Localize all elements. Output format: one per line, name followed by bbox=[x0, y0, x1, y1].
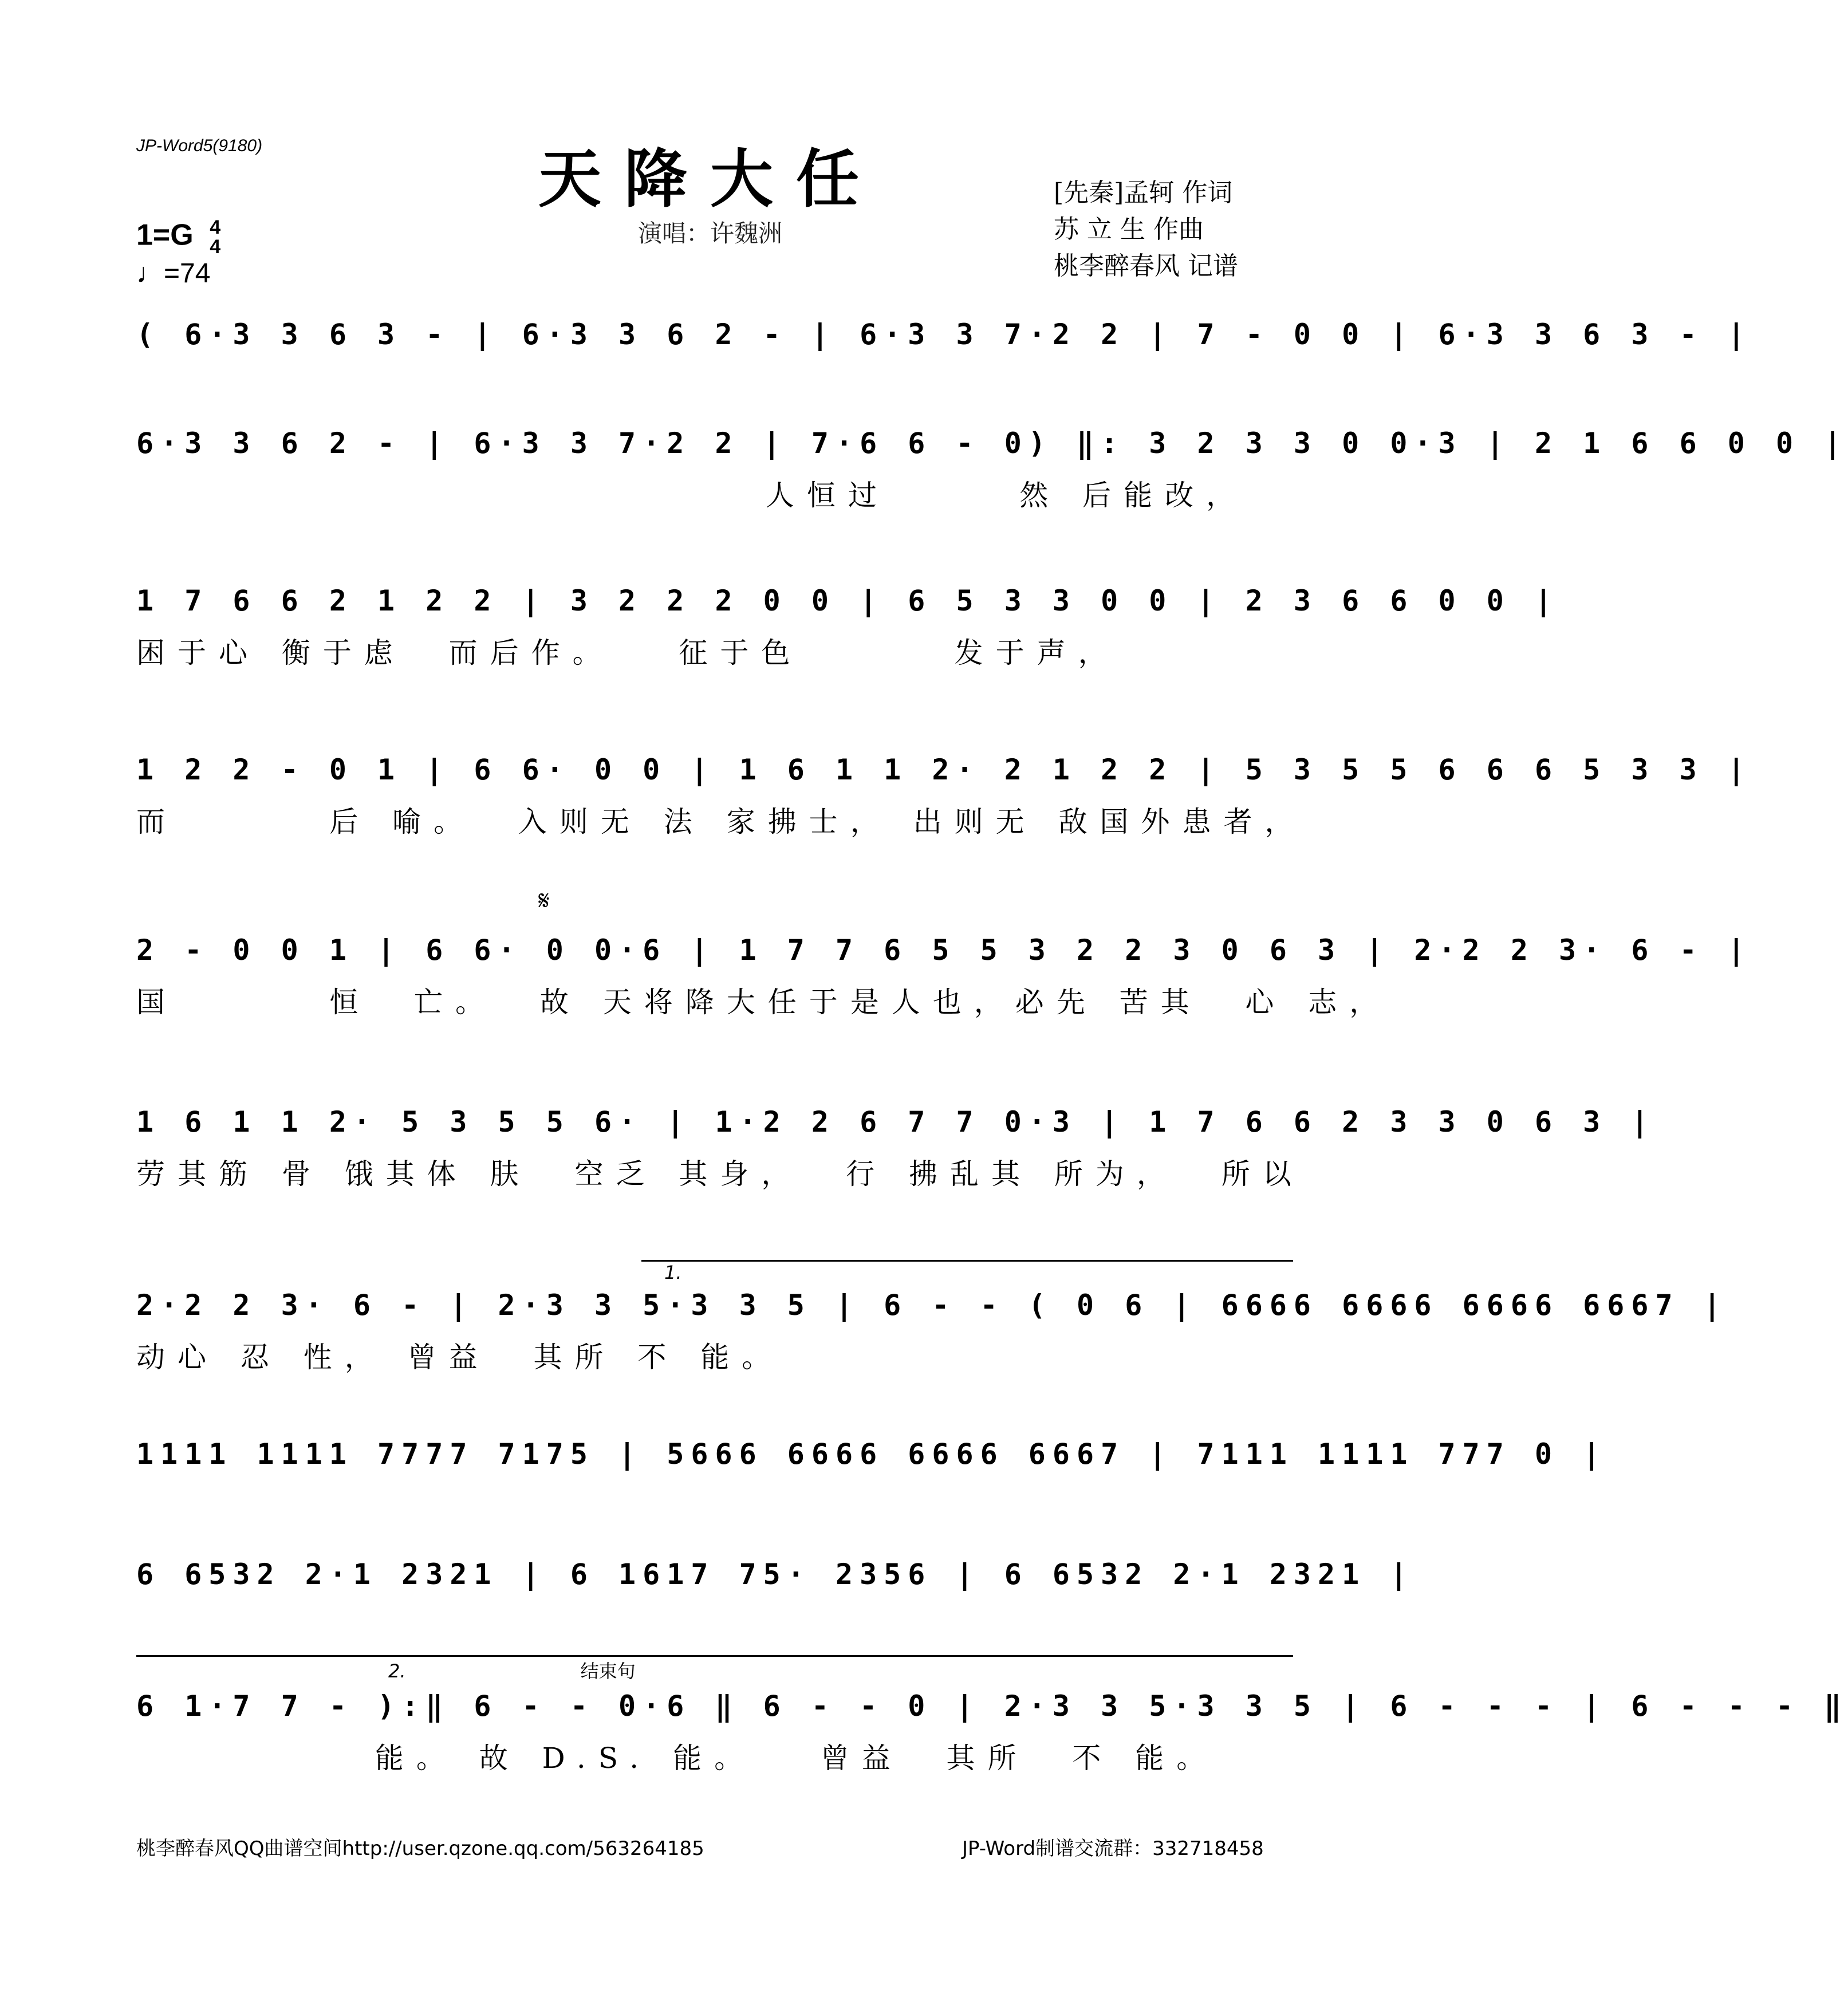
volta-2-bracket bbox=[136, 1655, 1293, 1683]
notes-line-3: 1 7 6 6 2 1 2 2 | 3 2 2 2 0 0 | 6 5 3 3 0 0 | 2 3 6 6 0 0 | bbox=[136, 584, 1559, 617]
key-signature bbox=[136, 218, 220, 257]
lyrics-line-4: 而 后 喻。 入则无 法 家拂士， 出则无 敌国外患者， bbox=[136, 805, 1306, 838]
lyrics-line-10: 能。 故 D.S. 能。 曾益 其所 不 能。 bbox=[136, 1742, 1218, 1775]
lyrics-line-3: 困于心 衡于虑 而后作。 征于色 发于声， bbox=[136, 636, 1120, 669]
lyrics-line-7: 动心 忍 性， 曾益 其所 不 能。 bbox=[136, 1341, 783, 1374]
time-signature bbox=[210, 218, 220, 257]
volta-1-bracket bbox=[641, 1260, 1293, 1283]
notes-line-2: 6·3 3 6 2 - | 6·3 3 7·2 2 | 7·6 6 - 0) ‖: 3 2 3 3 0 0·3 | 2 1 6 6 0 0 | bbox=[136, 427, 1848, 460]
time-bottom: 4 bbox=[210, 236, 221, 258]
notes-line-5: 2 - 0 0 1 | 6 6· 0 0·6 | 1 7 7 6 5 5 3 2 2 3 0 6 3 | 2·2 2 3· 6 - | bbox=[136, 933, 1752, 967]
notes-line-9: 6 6532 2·1 2321 | 6 1617 75· 2356 | 6 6532 2·1 2321 | bbox=[136, 1558, 1414, 1591]
tempo-marking: ♩=74 bbox=[136, 258, 211, 289]
notes-line-7: 2·2 2 3· 6 - | 2·3 3 5·3 3 5 | 6 - - ( 0 6 | 6666 6666 6666 6667 | bbox=[136, 1289, 1728, 1322]
footer-group: JP-Word制谱交流群：332718458 bbox=[962, 1837, 1264, 1860]
volta-1-label: 1. bbox=[664, 1262, 682, 1283]
credit-composer: 苏 立 生 作曲 bbox=[1054, 215, 1204, 244]
footer-source: 桃李醉春风QQ曲谱空间http://user.qzone.qq.com/563264185 bbox=[136, 1837, 704, 1860]
notes-line-8: 1111 1111 7777 7175 | 5666 6666 6666 6667 | 7111 1111 777 0 | bbox=[136, 1437, 1607, 1471]
credit-lyricist: [先秦]孟轲 作词 bbox=[1054, 178, 1233, 207]
segno-sign: 𝄋 bbox=[538, 885, 550, 916]
notes-line-1: ( 6·3 3 6 3 - | 6·3 3 6 2 - | 6·3 3 7·2 2 | 7 - 0 0 | 6·3 3 6 3 - | bbox=[136, 318, 1752, 351]
singer-line: 演唱：许魏洲 bbox=[637, 219, 782, 247]
lyrics-line-5: 国 恒 亡。 故 天将降大任于是人也，必先 苦其 心 志， bbox=[136, 986, 1391, 1019]
notes-line-4: 1 2 2 - 0 1 | 6 6· 0 0 | 1 6 1 1 2· 2 1 2 2 | 5 3 5 5 6 6 6 5 3 3 | bbox=[136, 753, 1752, 786]
volta-2-label: 2. bbox=[388, 1660, 406, 1682]
credit-transcriber: 桃李醉春风 记谱 bbox=[1054, 251, 1238, 281]
notes-line-6: 1 6 1 1 2· 5 3 5 5 6· | 1·2 2 6 7 7 0·3 | 1 7 6 6 2 3 3 0 6 3 | bbox=[136, 1105, 1656, 1139]
key-label: 1=G bbox=[136, 218, 194, 252]
software-mark: JP-Word5(9180) bbox=[136, 136, 263, 155]
lyrics-line-2: 人恒过 然 后能改， bbox=[136, 479, 1248, 512]
notes-line-10: 6 1·7 7 - ):‖ 6 - - 0·6 ‖ 6 - - 0 | 2·3 3 5·3 3 5 | 6 - - - | 6 - - - ‖ bbox=[136, 1689, 1848, 1723]
lyrics-line-6: 劳其筋 骨 饿其体 肤 空乏 其身， 行 拂乱其 所为， 所以 bbox=[136, 1157, 1304, 1191]
time-top: 4 bbox=[210, 216, 221, 238]
song-title: 天降大任 bbox=[538, 142, 882, 216]
ending-label: 结束句 bbox=[580, 1660, 636, 1682]
credits-block bbox=[1054, 175, 1238, 285]
